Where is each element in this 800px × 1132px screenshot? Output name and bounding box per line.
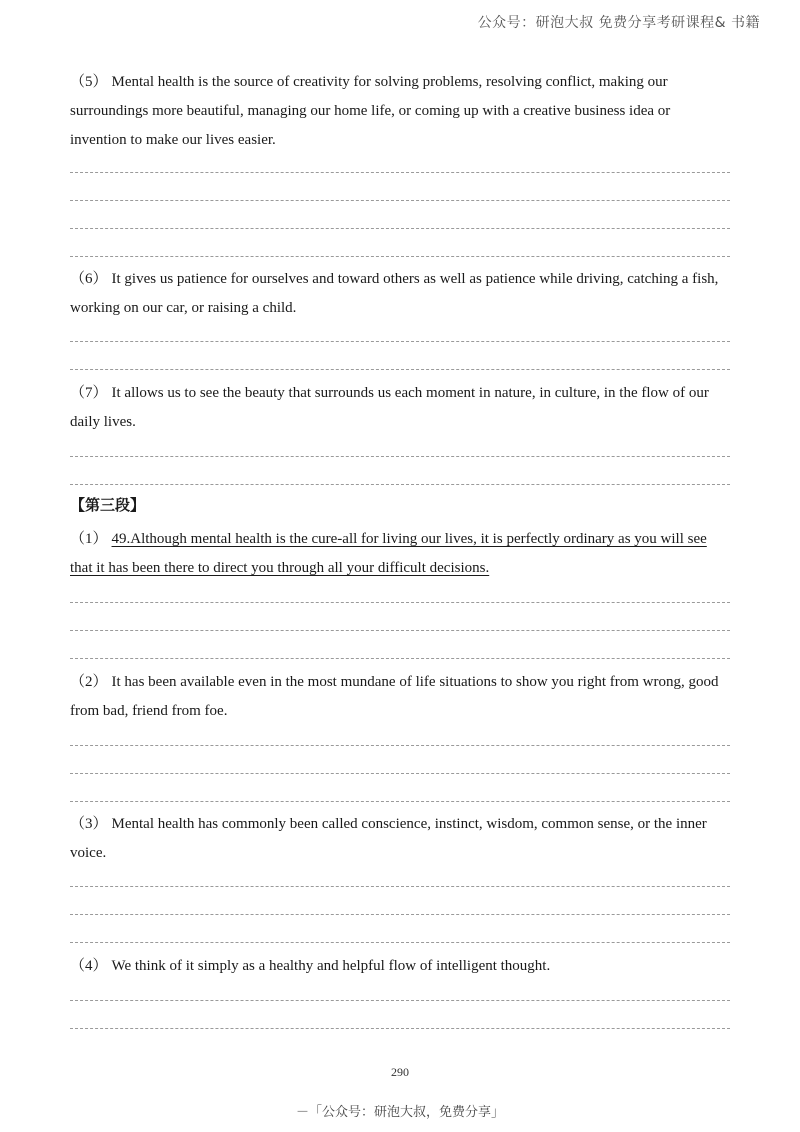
sentence-text: We think of it simply as a healthy and helpful flow of intelligent thought.: [111, 958, 551, 974]
sentence-number: （3）: [70, 816, 108, 832]
sentence-7: [70, 379, 730, 437]
page-number: 290: [391, 1065, 409, 1079]
sentence-text: Mental health is the source of creativity for solving problems, resolving conflict, making our surroundings more beautiful, managing our home life, or coming up with a creative business idea or invention to make our lives easier.: [70, 74, 671, 148]
section-sentence-4: [70, 952, 730, 981]
sentence-text: It has been available even in the most mundane of life situations to show you right from wrong, good from bad, friend from foe.: [70, 674, 719, 719]
sentence-text: Mental health has commonly been called conscience, instinct, wisdom, common sense, or the inner voice.: [70, 816, 707, 861]
sentence-text: It gives us patience for ourselves and toward others as well as patience while driving, catching a fish, working on our car, or raising a child.: [70, 271, 719, 316]
header-watermark: 公众号：研泡大叔 免费分享考研课程& 书籍: [477, 15, 760, 31]
writing-line: [70, 484, 730, 485]
writing-line: [70, 630, 730, 631]
sentence-6: [70, 265, 730, 323]
writing-line: [70, 658, 730, 659]
sentence-number: （6）: [70, 271, 108, 287]
writing-line: [70, 341, 730, 342]
writing-line: [70, 1028, 730, 1029]
sentence-5: [70, 68, 730, 155]
writing-line: [70, 228, 730, 229]
writing-line: [70, 773, 730, 774]
sentence-number: （7）: [70, 385, 108, 401]
writing-line: [70, 369, 730, 370]
writing-line: [70, 456, 730, 457]
sentence-text: It allows us to see the beauty that surrounds us each moment in nature, in culture, in the flow of our daily lives.: [70, 385, 709, 430]
writing-line: [70, 1000, 730, 1001]
sentence-number: （5）: [70, 74, 108, 90]
writing-line: [70, 256, 730, 257]
writing-line: [70, 172, 730, 173]
writing-line: [70, 602, 730, 603]
highlighted-sentence: 49.Although mental health is the cure-all for living our lives, it is perfectly ordinary as you will see that it has been there to direct you through all your difficult decisions.: [70, 531, 707, 576]
sentence-number: （2）: [70, 674, 108, 690]
sentence-number: （4）: [70, 958, 108, 974]
section-sentence-2: [70, 668, 730, 726]
writing-line: [70, 886, 730, 887]
section-sentence-3: [70, 810, 730, 868]
footer-watermark: －「公众号：研泡大叔，免费分享」: [295, 1105, 504, 1120]
writing-line: [70, 942, 730, 943]
sentence-number: （1）: [70, 531, 108, 547]
writing-line: [70, 801, 730, 802]
writing-line: [70, 200, 730, 201]
writing-line: [70, 914, 730, 915]
section-title: 【第三段】: [70, 496, 146, 514]
writing-line: [70, 745, 730, 746]
section-sentence-1: [70, 525, 730, 583]
